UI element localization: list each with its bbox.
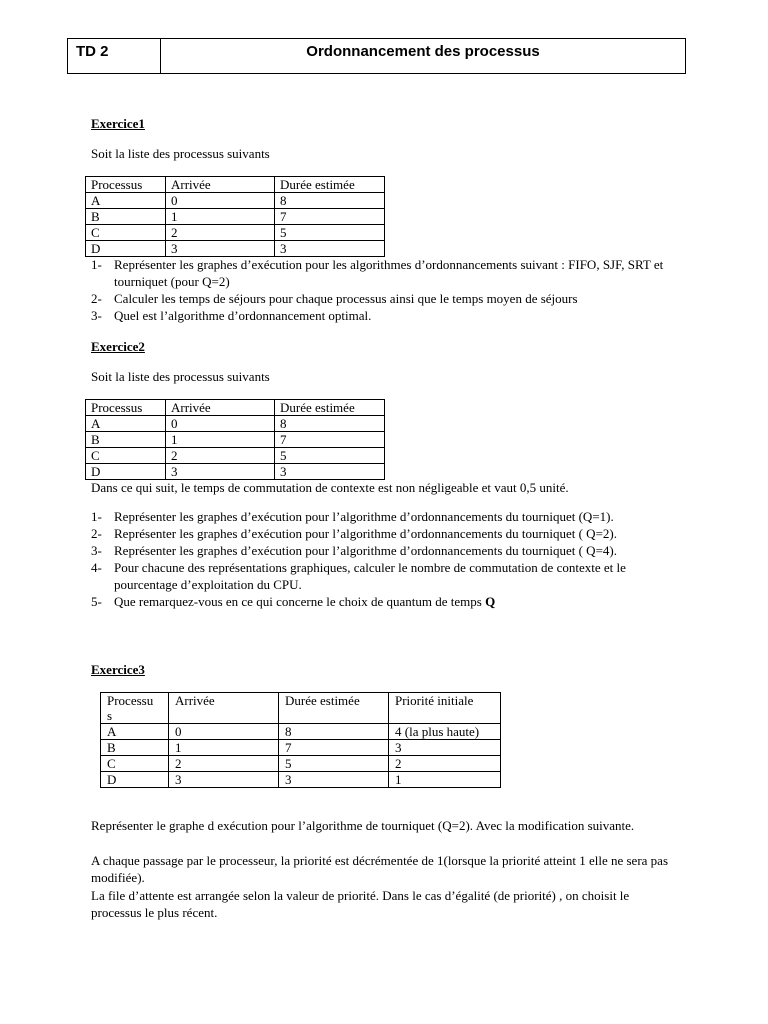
question-text: Représenter les graphes d’exécution pour l’algorithme d’ordonnancements du tourniquet (Q=1). bbox=[114, 509, 614, 524]
question-number: 1- bbox=[91, 509, 102, 524]
question-number: 2- bbox=[91, 291, 102, 306]
table-cell: 3 bbox=[275, 464, 385, 480]
ex2-questions bbox=[91, 508, 681, 610]
table-row bbox=[86, 209, 385, 225]
col-header: Arrivée bbox=[166, 177, 275, 193]
table-row bbox=[86, 225, 385, 241]
ex3-paragraph-1: Représenter le graphe d exécution pour l’algorithme de tourniquet (Q=2). Avec la modification suivante. bbox=[91, 818, 635, 833]
table-cell: 1 bbox=[166, 432, 275, 448]
table-cell: 5 bbox=[279, 756, 389, 772]
table-cell: 5 bbox=[275, 225, 385, 241]
table-cell: A bbox=[86, 416, 166, 432]
question-item bbox=[91, 593, 681, 610]
table-row bbox=[101, 724, 501, 740]
question-text: Quel est l’algorithme d’ordonnancement optimal. bbox=[114, 308, 372, 323]
table-cell: 5 bbox=[275, 448, 385, 464]
table-header-row bbox=[86, 400, 385, 416]
document-title: Ordonnancement des processus bbox=[306, 43, 540, 60]
question-number: 3- bbox=[91, 543, 102, 558]
table-cell: 1 bbox=[169, 740, 279, 756]
table-cell: 3 bbox=[275, 241, 385, 257]
question-number: 3- bbox=[91, 308, 102, 323]
col-header bbox=[101, 693, 169, 724]
table-cell: 2 bbox=[166, 448, 275, 464]
col-header: Durée estimée bbox=[275, 177, 385, 193]
table-row bbox=[101, 772, 501, 788]
question-item bbox=[91, 290, 681, 307]
td-number: TD 2 bbox=[68, 39, 161, 73]
table-cell: B bbox=[86, 432, 166, 448]
question-item bbox=[91, 542, 681, 559]
question-text: Pour chacune des représentations graphiques, calculer le nombre de commutation de contexte et le pourcentage d’exploitation du CPU. bbox=[114, 560, 626, 592]
table-cell: C bbox=[86, 225, 166, 241]
col-header-line: Processu bbox=[107, 693, 154, 708]
table-row bbox=[86, 448, 385, 464]
table-cell: 2 bbox=[166, 225, 275, 241]
table-row bbox=[101, 740, 501, 756]
col-header: Processus bbox=[86, 400, 166, 416]
question-text: Représenter les graphes d’exécution pour l’algorithme d’ordonnancements du tourniquet ( Q=2). bbox=[114, 526, 617, 541]
question-text: Représenter les graphes d’exécution pour les algorithmes d’ordonnancements suivant : FIFO, SJF, SRT et tourniquet (pour Q=2) bbox=[114, 257, 664, 289]
table-cell: 3 bbox=[166, 241, 275, 257]
table-cell: B bbox=[101, 740, 169, 756]
table-cell: 2 bbox=[389, 756, 501, 772]
table-header-row bbox=[86, 177, 385, 193]
table-cell: 2 bbox=[169, 756, 279, 772]
table-cell: 7 bbox=[275, 432, 385, 448]
question-item bbox=[91, 307, 681, 324]
col-header: Arrivée bbox=[166, 400, 275, 416]
col-header: Arrivée bbox=[169, 693, 279, 724]
question-number: 4- bbox=[91, 560, 102, 575]
ex1-title: Exercice1 bbox=[91, 116, 145, 131]
table-row bbox=[86, 464, 385, 480]
table-cell: 3 bbox=[279, 772, 389, 788]
col-header-line: s bbox=[107, 708, 113, 723]
question-text: Calculer les temps de séjours pour chaque processus ainsi que le temps moyen de séjours bbox=[114, 291, 578, 306]
table-cell: A bbox=[101, 724, 169, 740]
col-header: Durée estimée bbox=[275, 400, 385, 416]
table-cell: A bbox=[86, 193, 166, 209]
ex3-paragraph-2: A chaque passage par le processeur, la priorité est décrémentée de 1(lorsque la priorité atteint 1 elle ne sera pas modifiée). bbox=[91, 853, 669, 885]
ex1-intro: Soit la liste des processus suivants bbox=[91, 146, 270, 161]
ex2-note: Dans ce qui suit, le temps de commutation de contexte est non négligeable et vaut 0,5 unité. bbox=[91, 480, 569, 495]
ex2-title: Exercice2 bbox=[91, 339, 145, 354]
table-cell: 8 bbox=[275, 193, 385, 209]
table-cell: 1 bbox=[166, 209, 275, 225]
col-header: Durée estimée bbox=[279, 693, 389, 724]
table-row bbox=[86, 241, 385, 257]
ex3-title: Exercice3 bbox=[91, 662, 145, 677]
quantum-symbol: Q bbox=[485, 594, 496, 609]
table-row bbox=[86, 193, 385, 209]
table-cell: 4 (la plus haute) bbox=[389, 724, 501, 740]
question-item bbox=[91, 559, 681, 593]
question-text: Représenter les graphes d’exécution pour l’algorithme d’ordonnancements du tourniquet ( Q=4). bbox=[114, 543, 617, 558]
table-cell: 7 bbox=[279, 740, 389, 756]
table-cell: 0 bbox=[166, 416, 275, 432]
table-cell: 0 bbox=[166, 193, 275, 209]
ex1-questions bbox=[91, 256, 681, 324]
table-cell: 0 bbox=[169, 724, 279, 740]
table-cell: 7 bbox=[275, 209, 385, 225]
table-cell: 3 bbox=[389, 740, 501, 756]
table-cell: 3 bbox=[169, 772, 279, 788]
ex3-table bbox=[100, 692, 501, 788]
question-item bbox=[91, 525, 681, 542]
table-cell: 1 bbox=[389, 772, 501, 788]
ex3-paragraph-3: La file d’attente est arrangée selon la valeur de priorité. Dans le cas d’égalité (de priorité) , on choisit le processus le plus récent. bbox=[91, 888, 630, 920]
table-cell: C bbox=[86, 448, 166, 464]
table-cell: D bbox=[86, 464, 166, 480]
ex1-table bbox=[85, 176, 385, 257]
question-number: 2- bbox=[91, 526, 102, 541]
table-cell: D bbox=[86, 241, 166, 257]
question-item bbox=[91, 256, 681, 290]
col-header: Processus bbox=[86, 177, 166, 193]
table-cell: D bbox=[101, 772, 169, 788]
table-row bbox=[86, 432, 385, 448]
col-header: Priorité initiale bbox=[389, 693, 501, 724]
table-cell: 8 bbox=[275, 416, 385, 432]
table-cell: C bbox=[101, 756, 169, 772]
table-cell: 8 bbox=[279, 724, 389, 740]
table-cell: 3 bbox=[166, 464, 275, 480]
table-cell: B bbox=[86, 209, 166, 225]
ex2-intro: Soit la liste des processus suivants bbox=[91, 369, 270, 384]
table-row bbox=[101, 756, 501, 772]
ex2-table bbox=[85, 399, 385, 480]
header-box bbox=[67, 38, 686, 74]
question-text: Que remarquez-vous en ce qui concerne le choix de quantum de temps bbox=[114, 594, 486, 609]
table-header-row bbox=[101, 693, 501, 724]
question-number: 1- bbox=[91, 257, 102, 272]
question-number: 5- bbox=[91, 594, 102, 609]
table-row bbox=[86, 416, 385, 432]
question-item bbox=[91, 508, 681, 525]
